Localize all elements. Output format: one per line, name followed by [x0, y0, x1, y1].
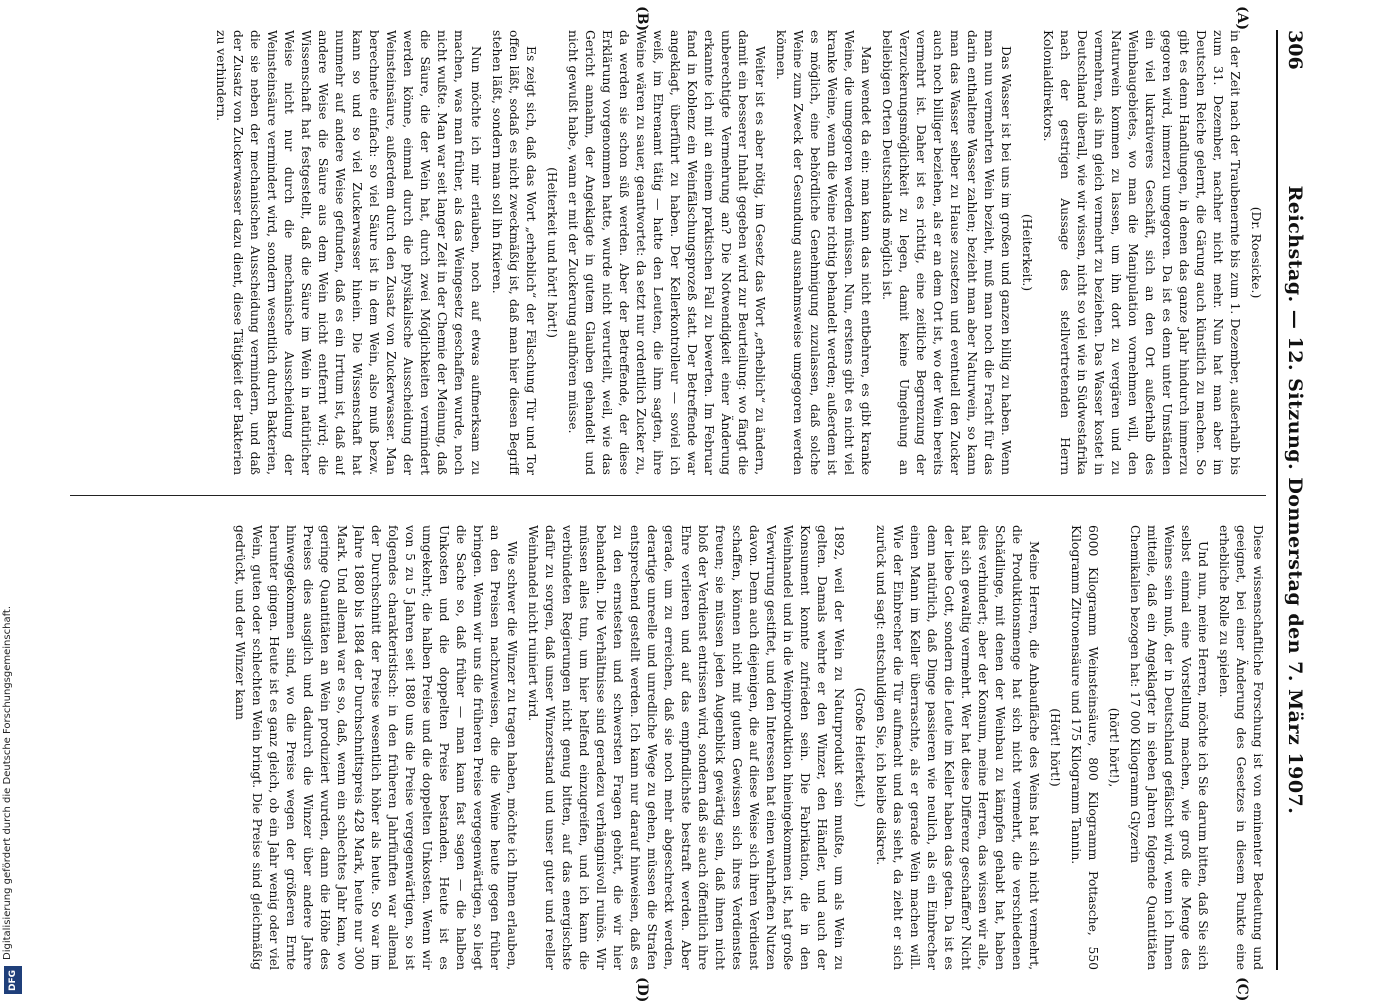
left-column	[70, 30, 1266, 475]
interjection: (Große Heiterkeit.)	[853, 687, 867, 808]
page-title: Reichstag. — 12. Sitzung. Donnerstag den 7. März 1907.	[1284, 185, 1306, 815]
interjection: (Heiterkeit und hört! hört!)	[545, 167, 559, 338]
speaker-tag: (Dr. Roesicke.)	[1249, 206, 1263, 299]
page-header	[1276, 30, 1308, 970]
right-column	[70, 525, 1266, 970]
column-divider	[70, 495, 1266, 496]
funding-note: Digitalisierung gefördert durch die Deutsche Forschungsgemeinschaft.	[2, 605, 13, 960]
scanned-page	[50, 0, 1350, 1000]
dfg-logo: DFG	[4, 966, 22, 994]
paragraph: Man wendet da ein: man kann das nicht entbehren, es gibt kranke Weine, die umgegoren werden müssen. Nun, erstens gibt es nicht viel kranke Weine, wenn die Weine richtig behandelt werden; außerdem ist es möglich, eine behördliche Genehmigung zuzulassen, daß solche Weine zum Zweck der Gesundung ausnahmsweise umgegoren werden können.	[774, 30, 873, 475]
digitization-footer	[0, 0, 25, 1000]
paragraph: Weiter ist es aber nötig, im Gesetz das Wort „erheblich“ zu ändern, damit ein besserer Inhalt gegeben wird zur Beurteilung: wo fängt die unberechtigte Vermehrung an? Die Notwendigkeit einer Änderung erkannte ich mit an einem praktischen Fall zu bewerten. Im Februar fand in Koblenz ein Weinfälschungsprozeß statt. Der Betreffende war angeklagt, überführt zu haben. Der Kellerkontrolleur — soviel ich weiß, im Ehrenamt tätig — hatte den Leuten, die ihm sagten, ihre Weine wären zu sauer, geantwortet: da setzt nur ordentlich Zucker zu, da werden sie schon süß werden. Aber der Betreffende, der diese Erklärung vorgenommen hatte, wurde nicht verurteilt, weil, wie das Gericht annahm, der Angeklagte in gutem Glauben gehandelt und nicht gewußt habe, wann er mit der Zuckerung aufhören müsse.	[566, 30, 767, 475]
paragraph: Meine Herren, die Anbaufläche des Weins hat sich nicht vermehrt, die Produktionsmenge hat sich nicht vermehrt, die verschiedenen Schädlinge, mit denen der Weinbau zu kämpfen gehabt hat, haben dies verhindert; aber der Konsum, meine Herren, das wissen wir alle, hat sich gewaltig vermehrt. Wer hat diese Differenz geschaffen? Nicht der liebe Gott, sondern die Leute im Keller haben das getan. Da ist es denn natürlich, daß Dinge passieren wie neulich, als ein Einbrecher einen Mann im Keller überraschte, als er gerade Wein machen will. Wie der Einbrecher die Tür aufmacht und das sieht, da zieht er sich zurück und sagt: entschuldigen Sie, ich bleibe diskret.	[874, 525, 1041, 970]
paragraph: Das Wasser ist bei uns im großen und ganzen billig zu haben. Wenn man nun vermehrten Wein bezieht, muß man noch die Fracht für das darin enthaltene Wasser zahlen; bezieht man aber Naturwein, so kann man das Wasser selber zu Hause zusetzen und eventuell den Zucker auch noch billiger beziehen, als er an dem Ort ist, wo der Wein bereits vermehrt ist. Daher ist es richtig, eine zeitliche Begrenzung der Verzuckerungsmöglichkeit zu legen, damit keine Umgehung an beliebigen Orten Deutschlands möglich ist.	[880, 30, 1013, 475]
margin-mark-d: (D)	[634, 977, 650, 1002]
paragraph: 6000 Kilogramm Weinsteinsäure, 800 Kilogramm Pottasche, 550 Kilogramm Zitronensäure und 175 Kilogramm Tannin.	[1069, 525, 1100, 970]
interjection: (Hört! hört!)	[1048, 708, 1062, 787]
margin-mark-a: (A)	[1234, 6, 1250, 31]
paragraph: Nun möchte ich mir erlauben, noch auf etwas aufmerksam zu machen, was man früher, als das Weingesetz geschaffen wurde, noch nicht wußte. Man war seit langer Zeit in der Chemie der Meinung, daß die Säure, die der Wein hat, durch zwei Möglichkeiten vermindert werden könne, einmal durch die physikalische Ausscheidung der Weinsteinsäure, außerdem durch den Zusatz von Zuckerwasser. Man berechnete einfach: so viel Säure ist in dem Wein, also muß bezw. kann so und so viel Zuckerwasser hinein. Die Wissenschaft hat nunmehr auf andere Weise gefunden, daß es ein Irrtum ist, daß auf andere Weise die Säure aus dem Wein nicht entfernt wird; die Wissenschaft hat festgestellt, daß die Säure im Wein in natürlicher Weise nicht nur durch die mechanische Ausscheidung der Weinsteinsäure vermindert wird, sondern wesentlich durch Bakterien, die sie neben der mechanischen Ausscheidung vermindern, und daß der Zusatz von Zuckerwasser dazu dient, diese Tätigkeit der Bakterien zu verhindern.	[214, 30, 483, 475]
paragraph: Wie schwer die Winzer zu tragen haben, möchte ich Ihnen erlauben, an den Preisen nachzuweisen, die die Weine heute gegen früher bringen. Wenn wir uns die früheren Preise vergegenwärtigen, so liegt die Sache so, daß früher — man kann fast sagen — die halben Unkosten und die doppelten Preise bestanden. Heute ist es umgekehrt; die halben Preise und die doppelten Unkosten. Wenn wir von 5 zu 5 Jahren seit 1880 uns die Preise vergegenwärtigen, so ist folgendes charakteristisch: in den früheren Jahrfünften war allemal der Durchschnitt der Preise wesentlich höher als heute. So war im Jahre 1880 bis 1884 der Durchschnittspreis 428 Mark, heute nur 300 Mark. Und allemal war es so, daß, wenn ein schlechtes Jahr kam, wo geringe Quantitäten an Wein produziert wurden, dann die Höhe des Preises dies ausglich und dadurch die Winzer über andere Jahre hinweggekommen sind, wo die Preise wegen der größeren Ernte herunter gingen. Heute ist es ganz gleich, ob ein Jahr wenig oder viel Wein, guten oder schlechten Wein bringt. Die Preise sind gleichmäßig gedrückt, und der Winzer kann	[233, 525, 519, 970]
paragraph: in der Zeit nach der Traubenernte bis zum 1. Dezember, außerhalb bis zum 31. Dezember, nachher nicht mehr. Nun hat man aber im Deutschen Reiche gelernt, die Gärung auch künstlich zu machen. So gibt es denn Handlungen, in denen das ganze Jahr hindurch immerzu gegoren wird, immerzu umgegoren. Da ist es denn unter Umständen ein viel lukrativeres Geschäft, sich an den Ort außerhalb des Weinbaugebietes, wo man die Manipulation vornehmen will, den Naturwein kommen zu lassen, um ihn dort zu vergären und zu vermehren, als ihn gleich vermehrt zu beziehen. Das Wasser kostet in Deutschland überall, wie wir wissen, nicht so viel wie in Südwestafrika nach der gestrigen Aussage des stellvertretenden Herrn Kolonialdirektors.	[1041, 30, 1242, 475]
paragraph: Diese wissenschaftliche Forschung ist von eminenter Bedeutung und geeignet, bei einer Änderung des Gesetzes in diesem Punkte eine erhebliche Rolle zu spielen.	[1217, 525, 1265, 970]
interjection: (Heiterkeit.)	[1020, 213, 1034, 292]
margin-mark-b: (B)	[634, 6, 650, 32]
margin-mark-c: (C)	[1234, 977, 1250, 1002]
paragraph: Und nun, meine Herren, möchte ich Sie darum bitten, daß Sie sich selbst einmal eine Vorstellung machen, wie groß die Menge des Weines sein muß, der in Deutschland gefälscht wird, wenn ich Ihnen mitteile, daß ein Angeklagter in sieben Jahren folgende Quantitäten Chemikalien bezogen hat: 17 000 Kilogramm Glyzerin	[1128, 525, 1210, 970]
paragraph: Es zeigt sich, daß das Wort „erheblich“ der Fälschung Tür und Tor offen läßt, sodaß es nicht zweckmäßig ist, daß man hier diesen Begriff stehen läßt, sondern man soll ihn fixieren.	[490, 30, 538, 475]
page-number: 306	[1284, 30, 1306, 70]
interjection: (hört! hört!),	[1107, 707, 1121, 788]
paragraph: 1892, weil der Wein zu Naturprodukt sein mußte, um als Wein zu gelten. Damals wehrte er den Winzer, den Händler, und auch der Konsument konnte zufrieden sein. Die Fabrikation, die in den Weinhandel und in die Weinproduktion hineingekommen ist, hat große Verwirrung gestiftet, und den Interessen hat einen wahrhaften Nutzen davon. Denn auch diejenigen, die auf diese Weise sich ihren Verdienst schaffen, können nicht mit gutem Gewissen sich ihres Verdienstes freuen; sie müssen jeden Augenblick gewärtig sein, daß ihnen nicht bloß der Verdienst entrissen wird, sondern daß sie auch öffentlich ihre Ehre verlieren und auf das empfindlichste bestraft werden. Aber gerade, um zu erreichen, daß sie noch mehr abgeschreckt werden, derartige unreelle und unredliche Wege zu gehen, müssen die Strafen entsprechend gestellt werden. Ich kann nur darauf hinweisen, daß es zu den ernstesten und schwersten Fragen gehört, die wir hier behandeln. Die Verhältnisse sind geradezu verhängnisvoll ruinös. Wir müssen alles tun, um hier helfend einzugreifen, und ich kann die verbündeten Regierungen nicht genug bitten, auf das energischste dafür zu sorgen, daß unser Winzerstand und unser guter und reeller Weinhandel nicht ruiniert wird.	[526, 525, 846, 970]
